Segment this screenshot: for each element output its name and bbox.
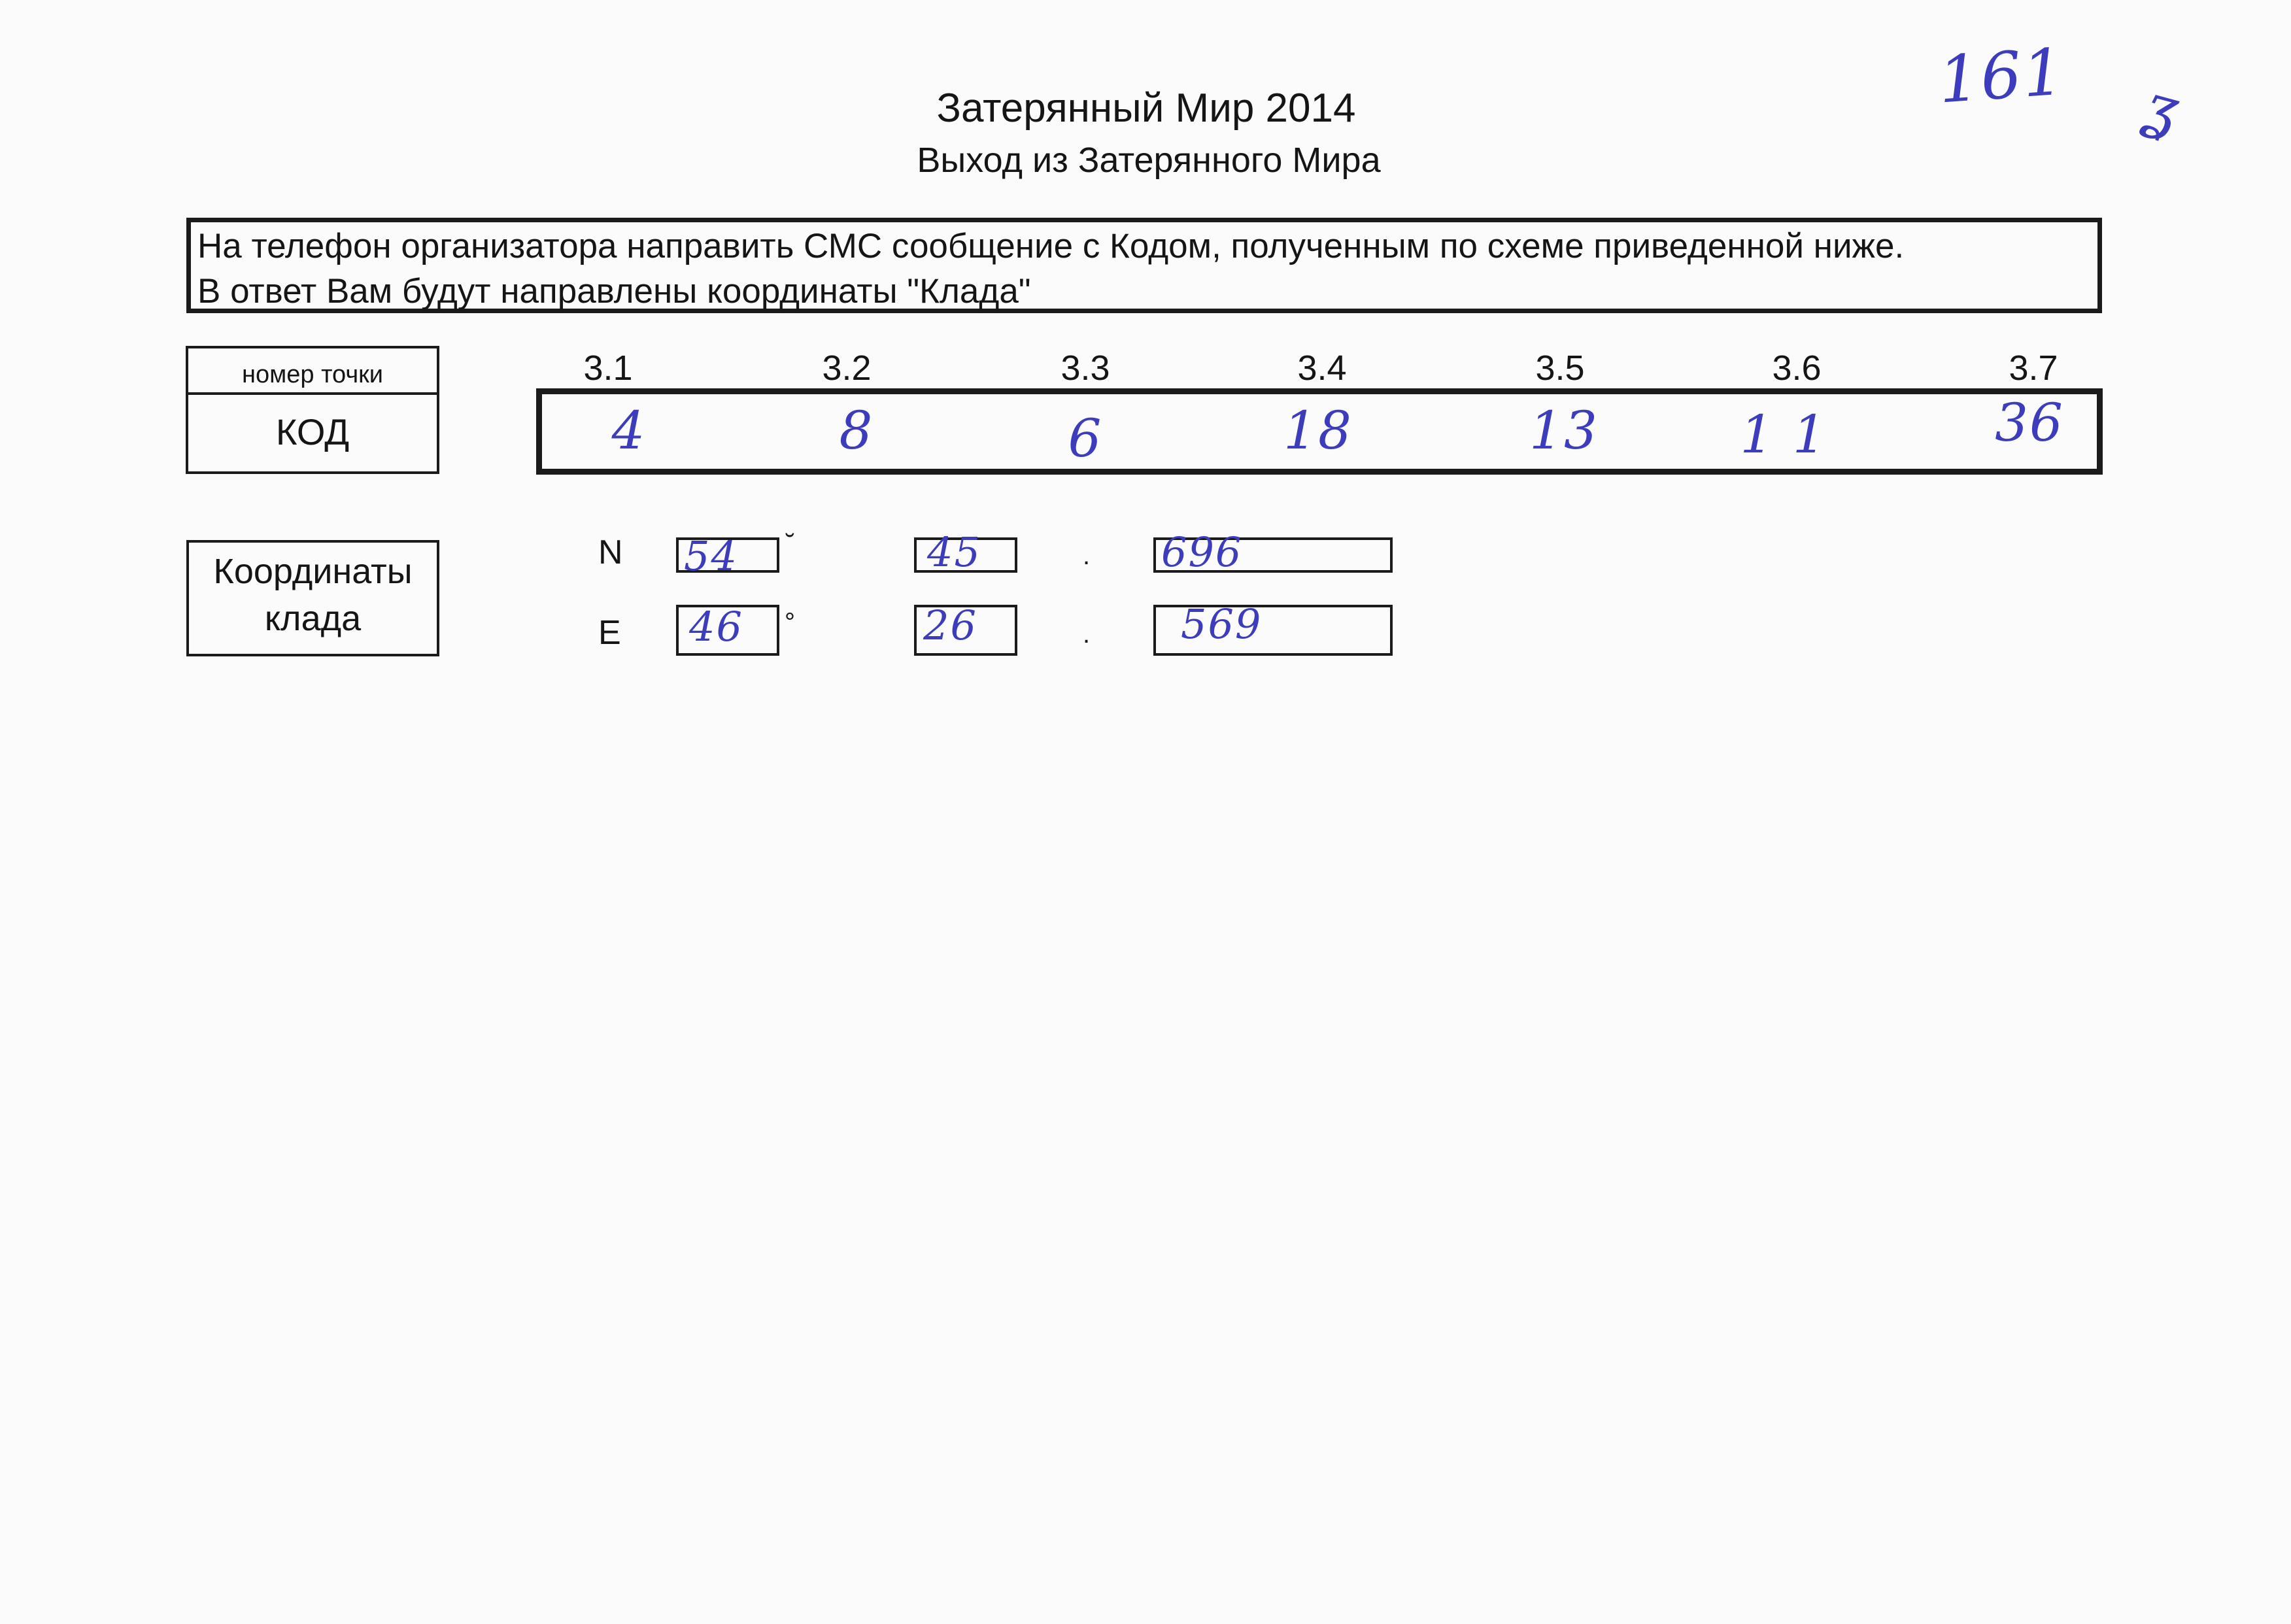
point-number: 3.6 <box>1772 348 1822 388</box>
east-direction-label: E <box>598 614 621 652</box>
north-minutes-value: 45 <box>927 528 981 576</box>
east-fraction-value: 569 <box>1181 600 1263 648</box>
code-label: КОД <box>275 411 350 452</box>
east-degrees-value: 46 <box>689 603 743 651</box>
point-number: 3.3 <box>1061 348 1110 388</box>
point-number: 3.4 <box>1297 348 1347 388</box>
code-value: 4 <box>611 400 647 461</box>
handwritten-number: 161 <box>1936 35 2067 118</box>
decimal-point: . <box>1083 541 1091 570</box>
code-label-divider <box>186 392 439 395</box>
east-minutes-value: 26 <box>923 601 977 649</box>
handwritten-mark: ʓ <box>2136 70 2188 145</box>
instructions-box <box>186 218 2102 313</box>
code-value: 6 <box>1068 408 1103 469</box>
instructions-line-1: На телефон организатора направить СМС сообщение с Кодом, полученным по схеме приведенной ниже. <box>197 227 1905 265</box>
coordinates-label: клада <box>264 599 362 638</box>
code-value: 13 <box>1529 400 1599 461</box>
code-value: 18 <box>1283 400 1353 461</box>
point-number: 3.5 <box>1535 348 1585 388</box>
decimal-point: . <box>1083 620 1091 649</box>
point-number-label: номер точки <box>242 361 383 388</box>
code-value: 8 <box>839 400 874 461</box>
north-fraction-value: 696 <box>1161 528 1243 576</box>
degree-symbol: ˘ <box>786 530 795 558</box>
page-subtitle: Выход из Затерянного Мира <box>917 141 1381 180</box>
degree-symbol: ° <box>785 608 795 637</box>
point-number: 3.1 <box>583 348 633 388</box>
code-value: 1 1 <box>1740 404 1827 465</box>
coordinates-label: Координаты <box>213 552 413 591</box>
instructions-line-2: В ответ Вам будут направлены координаты "Клада" <box>197 272 1031 311</box>
north-degrees-value: 54 <box>684 532 738 580</box>
page-title: Затерянный Мир 2014 <box>936 86 1356 131</box>
point-number: 3.7 <box>2009 348 2058 388</box>
north-direction-label: N <box>598 533 623 571</box>
point-number: 3.2 <box>822 348 872 388</box>
code-value: 36 <box>1995 392 2064 453</box>
